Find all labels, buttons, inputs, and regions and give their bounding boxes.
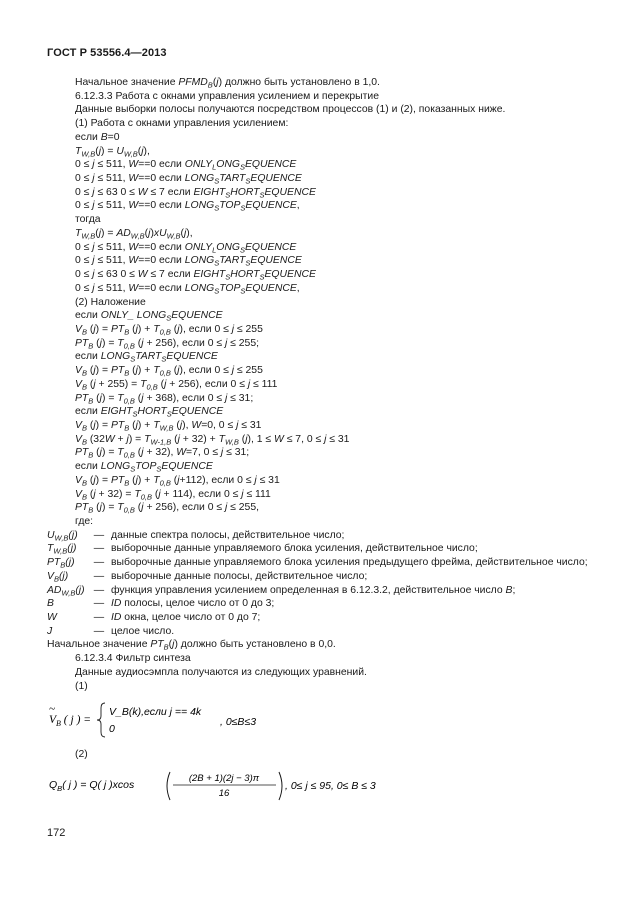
text-line: Данные выборки полосы получаются посредством процессов (1) и (2), показанных ниже.	[75, 104, 506, 116]
synthesis-text-lines	[47, 638, 592, 693]
text-line: $PT_B$ $(j) = T_{0,B}$ (j + 368), если 0 ≤ j ≤ 31;	[75, 392, 254, 406]
text-line: 6.12.3.4 Фильтр синтеза	[75, 653, 191, 665]
definition-symbol: $AD_{W,B}(j)$	[47, 584, 85, 598]
text-line: $PT_B$ $(j) = T_{0,B}$ (j + 32), W=7, 0 ≤ j ≤ 31;	[75, 447, 250, 460]
equation-1-svg	[47, 699, 347, 739]
eq2-right-paren	[279, 772, 282, 800]
definition-dash: —	[93, 598, 105, 610]
text-line: где:	[75, 516, 94, 527]
definition-description: выборочные данные полосы, действительное число;	[111, 570, 368, 582]
definition-dash: —	[93, 543, 105, 555]
text-line: если $LONG_START_SEQUENCE$	[75, 351, 218, 364]
definition-dash: —	[93, 557, 105, 569]
definition-symbol: W	[47, 612, 57, 624]
text-line: 0 ≤ j ≤ 511, W==0 если $LONG_STOP_SEQUENCE$,	[75, 200, 300, 213]
definition-row	[47, 556, 592, 570]
definition-dash: —	[93, 584, 105, 596]
text-line: если $LONG_STOP_SEQUENCE$	[75, 461, 213, 474]
equation-2	[47, 768, 592, 804]
definition-description: целое число.	[111, 625, 175, 637]
eq1-case2: 0	[109, 723, 115, 736]
text-line: (1) Работа с окнами управления усилением:	[75, 118, 289, 130]
text-line: Данные аудиосэмпла получаются из следующих уравнений.	[75, 666, 367, 678]
document-body	[47, 76, 592, 804]
definition-row	[47, 584, 592, 598]
eq1-lhs: $V_B$ ( j ) =	[49, 714, 92, 729]
definition-symbol: J	[47, 625, 53, 637]
text-line: $V_B$ $(j + 32) = T_{0,B}$ (j + 114), если 0 ≤ j ≤ 111	[75, 488, 271, 502]
definition-dash: —	[93, 625, 105, 637]
document-header: ГОСТ Р 53556.4—2013	[47, 47, 167, 59]
text-line: $PT_B$ $(j) = T_{0,B}$ (j + 256), если 0 ≤ j ≤ 255,	[75, 502, 259, 515]
text-line: 0 ≤ j ≤ 511, W==0 если $ONLY_LONG_SEQUENCE$	[75, 241, 297, 255]
page-number: 172	[47, 827, 66, 839]
text-line: $T_{W,B}(j) = U_{W,B}(j)$,	[75, 145, 150, 159]
text-line: если $EIGHT_SHORT_SEQUENCE$	[75, 406, 224, 419]
definition-symbol: $U_{W,B}(j)$	[47, 529, 78, 543]
definitions-list	[47, 529, 592, 639]
text-line: $V_B$ $(j) = PT_B$ $(j) + T_{0,B}$ (j), если 0 ≤ j ≤ 255	[75, 323, 263, 337]
text-line: $V_B$ $(j) = PT_B$ $(j) + T_{W,B}$ (j), W=0, 0 ≤ j ≤ 31	[75, 419, 262, 433]
text-line: $V_B$ $(j) = PT_B$ $(j) + T_{0,B}$ (j+112), если 0 ≤ j ≤ 31	[75, 474, 280, 488]
definition-dash: —	[93, 529, 105, 541]
text-line: $T_{W,B}(j) = AD_{W,B}(j)xU_{W,B}(j)$,	[75, 227, 193, 241]
eq1-cond: , 0≤B≤3	[220, 716, 257, 729]
text-line: Начальное значение $PT_B(j)$ должно быть установлено в 0,0.	[47, 639, 336, 652]
text-line: $V_B$ $(j + 255) = T_{0,B}$ (j + 256), если 0 ≤ j ≤ 111	[75, 378, 278, 392]
eq1-case1: V_B(k),если j == 4k	[109, 706, 202, 719]
text-line: если ONLY_ $LONG_SEQUENCE$	[75, 310, 223, 323]
eq2-left-paren	[167, 772, 170, 800]
definition-description: ID полосы, целое число от 0 до 3;	[111, 598, 275, 610]
text-line: (2) Наложение	[75, 296, 146, 308]
text-line: 6.12.3.3 Работа с окнами управления усилением и перекрытие	[75, 90, 379, 102]
equation-2-svg	[47, 768, 407, 804]
text-line: $PT_B$ $(j) = T_{0,B}$ (j + 256), если 0 ≤ j ≤ 255;	[75, 337, 259, 351]
text-line: $V_B$ $(j) = PT_B$ $(j) + T_{0,B}$ (j), если 0 ≤ j ≤ 255	[75, 365, 263, 378]
text-line: 0 ≤ j ≤ 63 0 ≤ W ≤ 7 если $EIGHT_SHORT_SEQUENCE$	[75, 269, 316, 282]
text-line: 0 ≤ j ≤ 511, W==0 если $LONG_STOP_SEQUENCE$,	[75, 282, 300, 296]
text-line: Начальное значение $PFMD_B(j)$ должно быть установлено в 1,0.	[75, 77, 380, 90]
text-line: 0 ≤ j ≤ 511, W==0 если $LONG_START_SEQUENCE$	[75, 255, 302, 268]
definition-symbol: $T_{W,B}(j)$	[47, 543, 77, 556]
text-line: 0 ≤ j ≤ 511, W==0 если $ONLY_LONG_SEQUENCE$	[75, 159, 297, 172]
equation-1	[47, 699, 592, 739]
label-eq2: (2)	[75, 749, 88, 761]
definition-row	[47, 529, 592, 543]
definition-description: данные спектра полосы, действительное число;	[111, 529, 345, 541]
definition-row	[47, 542, 592, 556]
eq1-brace	[97, 703, 105, 737]
text-line: 0 ≤ j ≤ 511, W==0 если $LONG_START_SEQUENCE$	[75, 173, 302, 186]
eq1-tilde: ~	[49, 703, 55, 716]
definition-symbol: B	[47, 598, 54, 610]
definition-description: функция управления усилением определенная в 6.12.3.2, действительное число B;	[111, 584, 516, 596]
definition-row	[47, 597, 592, 611]
definition-dash: —	[93, 570, 105, 582]
text-line: тогда	[75, 214, 101, 226]
definition-row	[47, 611, 592, 625]
main-text-lines	[47, 76, 592, 529]
eq2-numerator: (2B + 1)(2j − 3)π	[188, 773, 260, 785]
definition-symbol: $PT_B(j)$	[47, 557, 75, 570]
text-line: если B=0	[75, 131, 120, 143]
definition-row	[47, 625, 592, 639]
text-line: (1)	[75, 680, 88, 692]
eq2-cond: , 0≤ j ≤ 95, 0≤ B ≤ 3	[285, 780, 376, 793]
text-line: $V_B$ $(32W + j) = T_{W-1,B}$ $(j + 32) + T_{W,B}$ (j), 1 ≤ W ≤ 7, 0 ≤ j ≤ 31	[75, 433, 350, 447]
definition-description: выборочные данные управляемого блока усиления, действительное число;	[111, 543, 478, 555]
definition-description: ID окна, целое число от 0 до 7;	[111, 612, 261, 624]
eq2-denominator: 16	[218, 788, 230, 800]
definition-dash: —	[93, 612, 105, 624]
definition-row	[47, 570, 592, 584]
definition-description: выборочные данные управляемого блока усиления предыдущего фрейма, действительное число;	[111, 557, 588, 569]
eq2-lhs: $Q_B$( j ) = Q( j )xcos	[49, 779, 135, 794]
text-line: 0 ≤ j ≤ 63 0 ≤ W ≤ 7 если $EIGHT_SHORT_SEQUENCE$	[75, 186, 316, 200]
definition-symbol: $V_B(j)$	[47, 570, 69, 584]
